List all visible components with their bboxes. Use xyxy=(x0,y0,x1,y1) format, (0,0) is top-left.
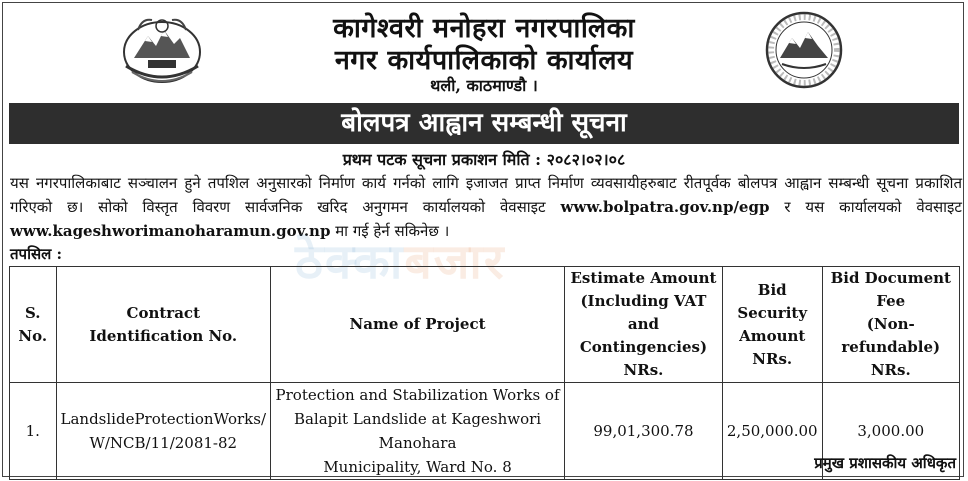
watermark-part1: ठेक्का xyxy=(295,234,405,290)
signatory-title: प्रमुख प्रशासकीय अधिकृत xyxy=(814,454,956,472)
header-sno: S. No. xyxy=(10,267,57,383)
publication-date: प्रथम पटक सूचना प्रकाशन मिति : २०८२।०२।०८ xyxy=(342,150,626,169)
office-name: नगर कार्यपालिकाको कार्यालय xyxy=(334,45,634,76)
municipality-website-link[interactable]: www.kageshworimanoharamun.gov.np xyxy=(10,222,331,240)
header-estimate: Estimate Amount (Including VAT and Contingencies) NRs. xyxy=(565,267,723,383)
details-label: तपसिल : xyxy=(10,245,63,263)
notice-title: बोलपत्र आह्वान सम्बन्धी सूचना xyxy=(9,103,959,144)
header-contract-id: Contract Identification No. xyxy=(56,267,271,383)
bolpatra-link[interactable]: www.bolpatra.gov.np/egp xyxy=(560,198,770,216)
cell-bid-doc-fee: 3,000.00 xyxy=(822,383,959,480)
cell-sno: 1. xyxy=(10,383,57,480)
cell-contract-id: LandslideProtectionWorks/ W/NCB/11/2081-82 xyxy=(56,383,271,480)
body-text-3: मा गई हेर्न सकिनेछ । xyxy=(330,222,450,240)
header-bid-security: Bid Security Amount NRs. xyxy=(722,267,822,383)
header-bid-doc-fee: Bid Document Fee (Non-refundable) NRs. xyxy=(822,267,959,383)
cell-project: Protection and Stabilization Works of Balapit Landslide at Kageshwori Manohara Municipality, Ward No. 8 xyxy=(271,383,565,480)
body-text-1: यस नगरपालिकाबाट सञ्चालन हुने तपशिल अनुसारको निर्माण कार्य गर्नको लागि इजाजत प्राप्त निर्माण व्यवसायीहरुबाट रीतपूर्वक बोलपत्र आह्वान सम्बन्धी सूचना प्रकाशित गरिएको छ। सोको विस्तृत विवरण सार्वजनिक खरिद अनुगमन कार्यालयको वेवसाइट xyxy=(10,174,962,216)
cell-estimate: 99,01,300.78 xyxy=(565,383,723,480)
cell-bid-security: 2,50,000.00 xyxy=(722,383,822,480)
header-project: Name of Project xyxy=(271,267,565,383)
table-header-row xyxy=(10,267,960,383)
watermark-part2: बजार xyxy=(404,234,506,290)
office-address: थली, काठमाण्डौ । xyxy=(430,76,538,95)
body-text-2: र यस कार्यालयको वेवसाइट xyxy=(769,198,962,216)
notice-body xyxy=(10,171,962,243)
tender-table xyxy=(9,266,960,480)
municipality-name: कागेश्वरी मनोहरा नगरपालिका xyxy=(333,13,635,44)
